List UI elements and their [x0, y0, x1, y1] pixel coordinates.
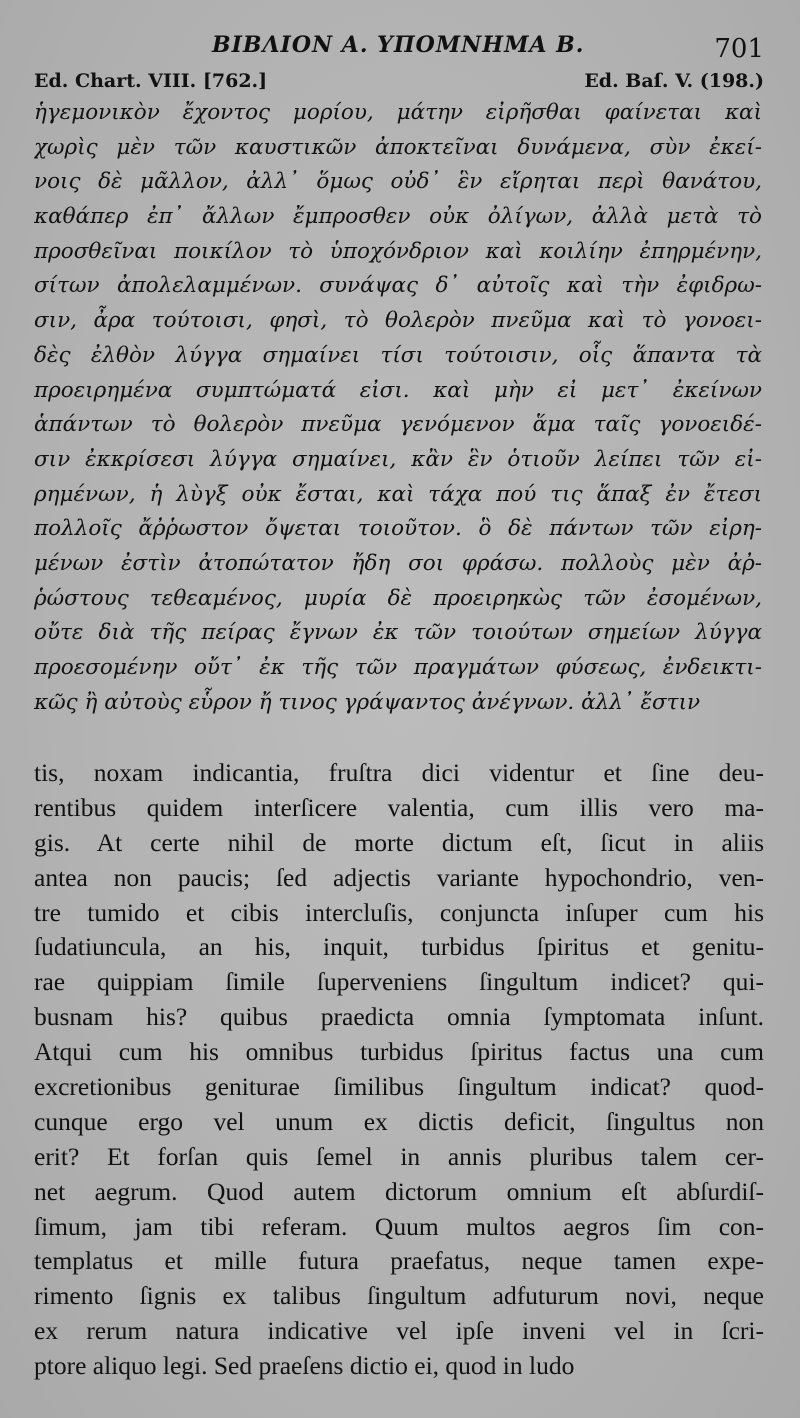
greek-text-line: ῥώστους τεθεαμένος, μυρία δὲ προειρηκὼς τῶν ἐσομένων, [34, 585, 762, 611]
greek-text-line: χωρὶς μὲν τῶν καυστικῶν ἀποκτεῖναι δυνάμενα, σὺν ἐκεί- [34, 134, 762, 160]
greek-text-line: μένων ἐστὶν ἀτοπώτατον ἤδη σοι φράσω. πολλοὺς μὲν ἀῤ- [34, 550, 762, 576]
greek-text-line: ἡγεμονικὸν ἔχοντος μορίου, μάτην εἰρῆσθαι φαίνεται καὶ [34, 100, 762, 125]
latin-text-line: rae quippiam ſimile ſuperveniens ſingultum indicet? qui- [34, 967, 764, 997]
greek-text-line: ἁπάντων τὸ θολερὸν πνεῦμα γενόμενον ἅμα ταῖς γονοειδέ- [34, 412, 762, 438]
edition-reference-line [34, 70, 764, 98]
latin-text-line: ſudatiuncula, an his, inquit, turbidus ſpiritus et genitu- [34, 932, 764, 962]
greek-text-line: σιν, ἆρα τούτοισι, φησὶ, τὸ θολερὸν πνεῦμα καὶ τὸ γονοει- [34, 308, 762, 334]
greek-text-line: προσθεῖναι ποικίλον τὸ ὑποχόνδριον καὶ κοιλίην ἐπηρμένην, [34, 238, 762, 264]
latin-text-line: gis. At certe nihil de morte dictum eſt, ſicut in aliis [34, 827, 764, 857]
greek-text-line: προεσομένην οὔτ᾽ ἐκ τῆς τῶν πραγμάτων φύσεως, ἐνδεικτι- [34, 655, 762, 680]
latin-text-line: Atqui cum his omnibus turbidus ſpiritus factus una cum [34, 1037, 764, 1067]
greek-text-line: σιν ἐκκρίσεσι λύγγα σημαίνει, κἂν ἓν ὁτιοῦν λείπει τῶν εἰ- [34, 446, 762, 472]
edition-chartier-reference: Ed. Chart. VIII. [762.] [34, 70, 268, 92]
latin-text-line: busnam his? quibus praedicta omnia ſymptomata inſunt. [34, 1002, 764, 1032]
latin-text-line: ſimum, jam tibi referam. Quum multos aegros ſim con- [34, 1211, 764, 1241]
greek-text-line: οὔτε διὰ τῆς πείρας ἔγνων ἐκ τῶν τοιούτων σημείων λύγγα [34, 620, 762, 646]
latin-text-line: ptore aliquo legi. Sed praeſens dictio ei, quod in ludo [34, 1351, 575, 1381]
latin-text-line: cunque ergo vel unum ex dictis deficit, ſingultus non [34, 1106, 764, 1136]
greek-text-line: πολλοῖς ἄῤῥωστον ὄψεται τοιοῦτον. ὃ δὲ πάντων τῶν εἰρη- [34, 516, 762, 542]
latin-text-line: tre tumido et cibis intercluſis, conjuncta inſuper cum his [34, 897, 764, 927]
page-number: 701 [714, 34, 764, 64]
greek-text-block [34, 96, 762, 720]
running-head [0, 32, 800, 66]
latin-text-line: excretionibus geniturae ſimilibus ſingultum indicat? quod- [34, 1072, 764, 1102]
edition-basel-reference: Ed. Baſ. V. (198.) [584, 70, 764, 92]
running-head-title: ΒΙΒΛΙΟΝ Α. ΥΠΟΜΝΗΜΑ Β. [212, 32, 585, 58]
latin-text-line: ex rerum natura indicative vel ipſe inveni vel in ſcri- [34, 1316, 764, 1346]
greek-text-line: προειρημένα συμπτώματά εἰσι. καὶ μὴν εἰ μετ᾽ ἐκείνων [34, 377, 762, 403]
greek-text-line: κῶς ἢ αὐτοὺς εὗρον ἤ τινος γράψαντος ἀνέγνων. ἀλλ᾽ ἔστιν [34, 689, 701, 715]
greek-text-line: δὲς ἐλθὸν λύγγα σημαίνει τίσι τούτοισιν, οἷς ἅπαντα τὰ [34, 342, 762, 368]
greek-text-line: ρημένων, ἡ λὺγξ οὐκ ἔσται, καὶ τάχα πού τις ἅπαξ ἐν ἔτεσι [34, 481, 762, 507]
greek-text-line: σίτων ἀπολελαμμένων. συνάψας δ᾽ αὐτοῖς καὶ τὴν ἐφιδρω- [34, 273, 762, 299]
latin-text-line: net aegrum. Quod autem dictorum omnium eſt abſurdiſ- [34, 1176, 764, 1206]
greek-text-line: νοις δὲ μᾶλλον, ἀλλ᾽ ὅμως οὐδ᾽ ἓν εἴρηται περὶ θανάτου, [34, 169, 762, 195]
greek-text-line: καθάπερ ἐπ᾽ ἄλλων ἔμπροσθεν οὐκ ὀλίγων, ἀλλὰ μετὰ τὸ [34, 204, 762, 230]
latin-text-line: antea non paucis; ſed adjectis variante hypochondrio, ven- [34, 862, 764, 892]
latin-text-line: tis, noxam indicantia, fruſtra dici videntur et ſine deu- [34, 758, 764, 787]
latin-text-line: rimento ſignis ex talibus ſingultum adfuturum novi, neque [34, 1281, 764, 1311]
latin-text-line: templatus et mille futura praefatus, neque tamen expe- [34, 1246, 764, 1276]
latin-text-line: rentibus quidem interſicere valentia, cum illis vero ma- [34, 792, 764, 822]
latin-text-line: erit? Et forſan quis ſemel in annis pluribus talem cer- [34, 1141, 764, 1171]
latin-text-block [34, 756, 764, 1384]
